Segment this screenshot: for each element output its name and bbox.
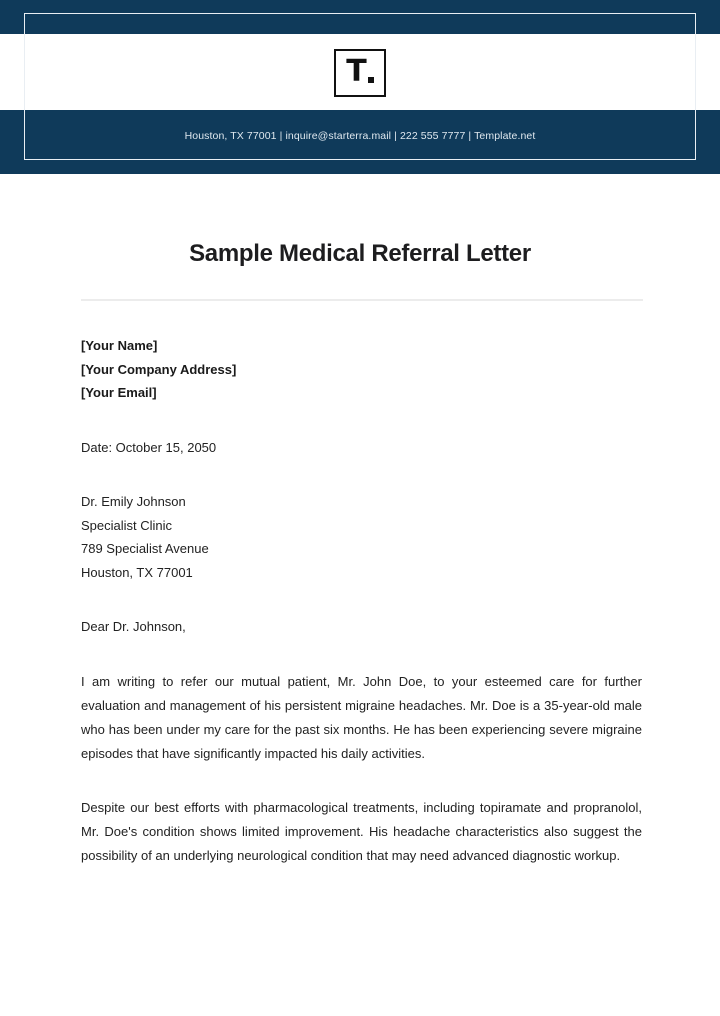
recipient-name: Dr. Emily Johnson	[81, 494, 186, 509]
recipient-clinic: Specialist Clinic	[81, 517, 173, 533]
logo-dot-icon	[368, 77, 374, 83]
sender-address: [Your Company Address]	[81, 361, 237, 377]
sender-block	[81, 334, 642, 405]
title-divider	[81, 299, 643, 301]
letter-body	[81, 334, 642, 868]
document-title: Sample Medical Referral Letter	[189, 240, 531, 267]
salutation: Dear Dr. Johnson,	[81, 619, 186, 634]
recipient-block	[81, 490, 642, 584]
body-paragraph: I am writing to refer our mutual patient, Mr. John Doe, to your esteemed care for further evaluation and management of his persistent migraine headaches. Mr. Doe is a 35-year-old male who has been under my care for the past six months. He has been experiencing severe migraine episodes that have significantly impacted his daily activities.	[81, 673, 642, 761]
recipient-street: 789 Specialist Avenue	[81, 541, 209, 556]
sender-name: [Your Name]	[81, 338, 158, 353]
header-contact-line: Houston, TX 77001 | inquire@starterra.mail | 222 555 7777 | Template.net	[184, 130, 536, 142]
body-paragraph: Despite our best efforts with pharmacological treatments, including topiramate and propranolol, Mr. Doe's condition shows limited improvement. His headache characteristics also suggest the possibility of an underlying neurological condition that may need advanced diagnostic workup.	[81, 799, 642, 863]
logo-letter: T	[346, 54, 367, 89]
sender-email: [Your Email]	[81, 385, 157, 400]
company-logo	[334, 49, 386, 97]
letter-date: Date: October 15, 2050	[81, 439, 217, 455]
recipient-city: Houston, TX 77001	[81, 564, 193, 580]
